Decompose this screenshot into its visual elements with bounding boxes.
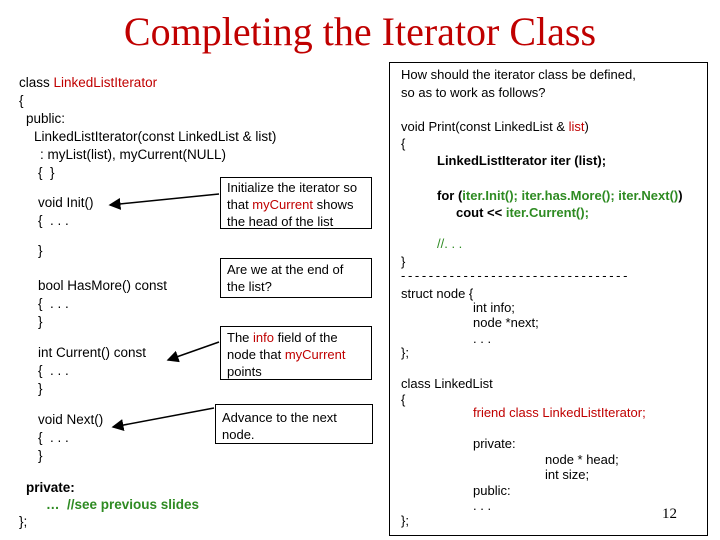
for-loop-line: for (iter.Init(); iter.has.More(); iter.Next()) bbox=[437, 188, 683, 203]
iterator-declaration: LinkedListIterator iter (list); bbox=[437, 153, 607, 168]
init-signature: void Init() bbox=[38, 195, 94, 210]
separator-dashes: - - - - - - - - - - - - - - - - - - - - - - - - - - - - - - - - - bbox=[401, 268, 627, 283]
init-close: } bbox=[38, 243, 43, 258]
struct-info-field: int info; bbox=[473, 300, 515, 315]
linkedlist-ellipsis: . . . bbox=[473, 498, 492, 513]
size-field: int size; bbox=[545, 467, 590, 482]
annotation-init-line3: the head of the list bbox=[227, 214, 334, 229]
open-brace: { bbox=[19, 93, 24, 108]
linkedlist-private-label: private: bbox=[473, 436, 516, 451]
arrow-init bbox=[110, 194, 219, 205]
linkedlist-open-brace: { bbox=[401, 392, 406, 407]
ellipsis-comment: //. . . bbox=[437, 236, 463, 251]
print-close-brace: } bbox=[401, 254, 406, 269]
cout-line: cout << iter.Current(); bbox=[456, 205, 589, 220]
arrow-next bbox=[113, 408, 214, 427]
linkedlist-header: class LinkedList bbox=[401, 376, 493, 391]
hasmore-body: { . . . bbox=[38, 296, 69, 311]
annotation-next-line2: node. bbox=[222, 427, 255, 442]
class-name: LinkedListIterator bbox=[53, 75, 158, 90]
current-signature: int Current() const bbox=[38, 345, 147, 360]
question-line1: How should the iterator class be defined, bbox=[401, 67, 636, 82]
struct-header: struct node { bbox=[401, 286, 474, 301]
public-label: public: bbox=[26, 111, 66, 126]
next-close: } bbox=[38, 448, 43, 463]
arrow-current bbox=[168, 342, 219, 360]
next-body: { . . . bbox=[38, 430, 69, 445]
next-signature: void Next() bbox=[38, 412, 104, 427]
current-body: { . . . bbox=[38, 363, 69, 378]
annotation-next-line1: Advance to the next bbox=[222, 410, 337, 425]
class-keyword: class bbox=[19, 75, 54, 90]
init-body: { . . . bbox=[38, 213, 69, 228]
hasmore-close: } bbox=[38, 314, 43, 329]
struct-end: }; bbox=[401, 345, 409, 360]
class-end: }; bbox=[19, 514, 28, 529]
annotation-init-line1: Initialize the iterator so bbox=[227, 180, 358, 195]
page-number: 12 bbox=[662, 506, 677, 522]
initializer-line: : myList(list), myCurrent(NULL) bbox=[40, 147, 227, 162]
hasmore-signature: bool HasMore() const bbox=[38, 278, 168, 293]
annotation-hasmore-line1: Are we at the end of bbox=[227, 262, 344, 277]
current-close: } bbox=[38, 381, 43, 396]
linkedlist-end: }; bbox=[401, 513, 409, 528]
annotation-current-line2: node that myCurrent bbox=[227, 347, 346, 362]
annotation-current-line3: points bbox=[227, 364, 262, 379]
friend-declaration: friend class LinkedListIterator; bbox=[473, 405, 646, 420]
struct-next-field: node *next; bbox=[473, 315, 539, 330]
constructor-body: { } bbox=[38, 165, 55, 180]
private-label: private: bbox=[26, 480, 75, 495]
struct-ellipsis: . . . bbox=[473, 331, 492, 346]
linkedlist-public-label: public: bbox=[473, 483, 511, 498]
private-comment: … //see previous slides bbox=[46, 497, 200, 512]
print-signature: void Print(const LinkedList & list) bbox=[401, 119, 589, 134]
annotation-hasmore-line2: the list? bbox=[227, 279, 272, 294]
annotation-current-line1: The info field of the bbox=[227, 330, 338, 345]
question-line2: so as to work as follows? bbox=[401, 85, 546, 100]
head-field: node * head; bbox=[545, 452, 619, 467]
constructor-line: LinkedListIterator(const LinkedList & list) bbox=[34, 129, 277, 144]
annotation-init-line2: that myCurrent shows bbox=[227, 197, 354, 212]
slide-title: Completing the Iterator Class bbox=[123, 9, 597, 54]
print-open-brace: { bbox=[401, 136, 406, 151]
